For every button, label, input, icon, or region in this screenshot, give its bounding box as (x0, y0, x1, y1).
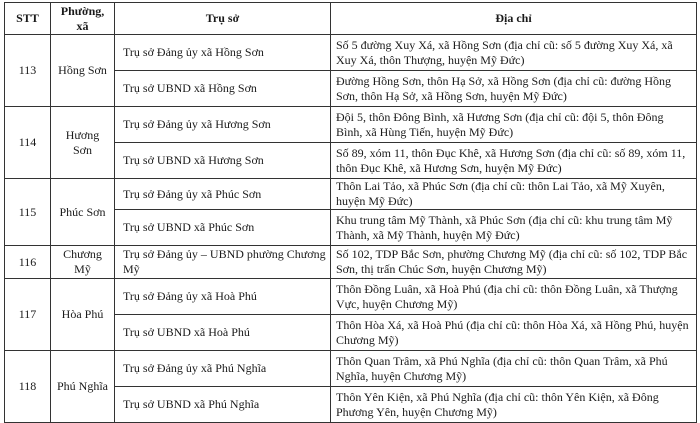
headquarters-cell: Trụ sở Đảng ủy xã Hồng Sơn (115, 35, 331, 71)
address-cell: Số 5 đường Xuy Xá, xã Hồng Sơn (địa chỉ cũ: số 5 đường Xuy Xá, xã Xuy Xá, thôn Thượng, huyện Mỹ Đức) (331, 35, 697, 71)
stt-cell: 114 (5, 107, 51, 179)
headquarters-cell: Trụ sở Đảng ủy xã Hương Sơn (115, 107, 331, 143)
stt-cell: 116 (5, 246, 51, 279)
header-headquarters: Trụ sở (115, 3, 331, 35)
address-cell: Khu trung tâm Mỹ Thành, xã Phúc Sơn (địa chỉ cũ: khu trung tâm Mỹ Thành, xã Mỹ Thành, huyện Mỹ Đức) (331, 210, 697, 246)
ward-cell: Hòa Phú (51, 279, 115, 351)
document-page (4, 2, 697, 423)
address-cell: Số 102, TDP Bắc Sơn, phường Chương Mỹ (địa chỉ cũ: số 102, TDP Bắc Sơn, thị trấn Chúc Sơn, huyện Chương Mỹ) (331, 246, 697, 279)
headquarters-cell: Trụ sở Đảng ủy xã Phú Nghĩa (115, 351, 331, 387)
table-header-row (5, 3, 697, 35)
table-row (5, 179, 697, 210)
address-cell: Thôn Lai Tảo, xã Phúc Sơn (địa chỉ cũ: thôn Lai Tảo, xã Mỹ Xuyên, huyện Mỹ Đức) (331, 179, 697, 210)
address-cell: Thôn Đồng Luân, xã Hoà Phú (địa chỉ cũ: thôn Đồng Luân, xã Thượng Vực, huyện Chương Mỹ) (331, 279, 697, 315)
address-cell: Thôn Hòa Xá, xã Hoà Phú (địa chỉ cũ: thôn Hòa Xá, xã Hồng Phú, huyện Chương Mỹ) (331, 315, 697, 351)
ward-cell: Hương Sơn (51, 107, 115, 179)
headquarters-cell: Trụ sở UBND xã Hồng Sơn (115, 71, 331, 107)
headquarters-cell: Trụ sở UBND xã Phú Nghĩa (115, 387, 331, 423)
address-cell: Thôn Quan Trâm, xã Phú Nghĩa (địa chỉ cũ: thôn Quan Trâm, xã Phú Nghĩa, huyện Chương Mỹ) (331, 351, 697, 387)
headquarters-cell: Trụ sở UBND xã Hoà Phú (115, 315, 331, 351)
header-stt: STT (5, 3, 51, 35)
ward-cell: Phú Nghĩa (51, 351, 115, 423)
header-ward: Phường, xã (51, 3, 115, 35)
address-cell: Đội 5, thôn Đông Bình, xã Hương Sơn (địa chỉ cũ: đội 5, thôn Đông Bình, xã Hùng Tiến, huyện Mỹ Đức) (331, 107, 697, 143)
headquarters-cell: Trụ sở Đảng ủy – UBND phường Chương Mỹ (115, 246, 331, 279)
address-cell: Đường Hồng Sơn, thôn Hạ Sở, xã Hồng Sơn (địa chỉ cũ: đường Hồng Sơn, thôn Hạ Sở, xã Hồng Sơn, huyện Mỹ Đức) (331, 71, 697, 107)
table-row (5, 107, 697, 143)
table-row (5, 35, 697, 71)
headquarters-cell: Trụ sở UBND xã Phúc Sơn (115, 210, 331, 246)
address-cell: Thôn Yên Kiện, xã Phú Nghĩa (địa chỉ cũ: thôn Yên Kiện, xã Đông Phương Yên, huyện Chương Mỹ) (331, 387, 697, 423)
address-cell: Số 89, xóm 11, thôn Đục Khê, xã Hương Sơn (địa chỉ cũ: số 89, xóm 11, thôn Đục Khê, xã Hương Sơn, huyện Mỹ Đức) (331, 143, 697, 179)
stt-cell: 118 (5, 351, 51, 423)
headquarters-cell: Trụ sở Đảng ủy xã Hoà Phú (115, 279, 331, 315)
ward-cell: Hồng Sơn (51, 35, 115, 107)
office-address-table (4, 2, 697, 423)
stt-cell: 117 (5, 279, 51, 351)
stt-cell: 115 (5, 179, 51, 246)
stt-cell: 113 (5, 35, 51, 107)
headquarters-cell: Trụ sở Đảng ủy xã Phúc Sơn (115, 179, 331, 210)
table-row (5, 246, 697, 279)
header-address: Địa chỉ (331, 3, 697, 35)
table-row (5, 351, 697, 387)
ward-cell: Phúc Sơn (51, 179, 115, 246)
ward-cell: Chương Mỹ (51, 246, 115, 279)
headquarters-cell: Trụ sở UBND xã Hương Sơn (115, 143, 331, 179)
table-row (5, 279, 697, 315)
